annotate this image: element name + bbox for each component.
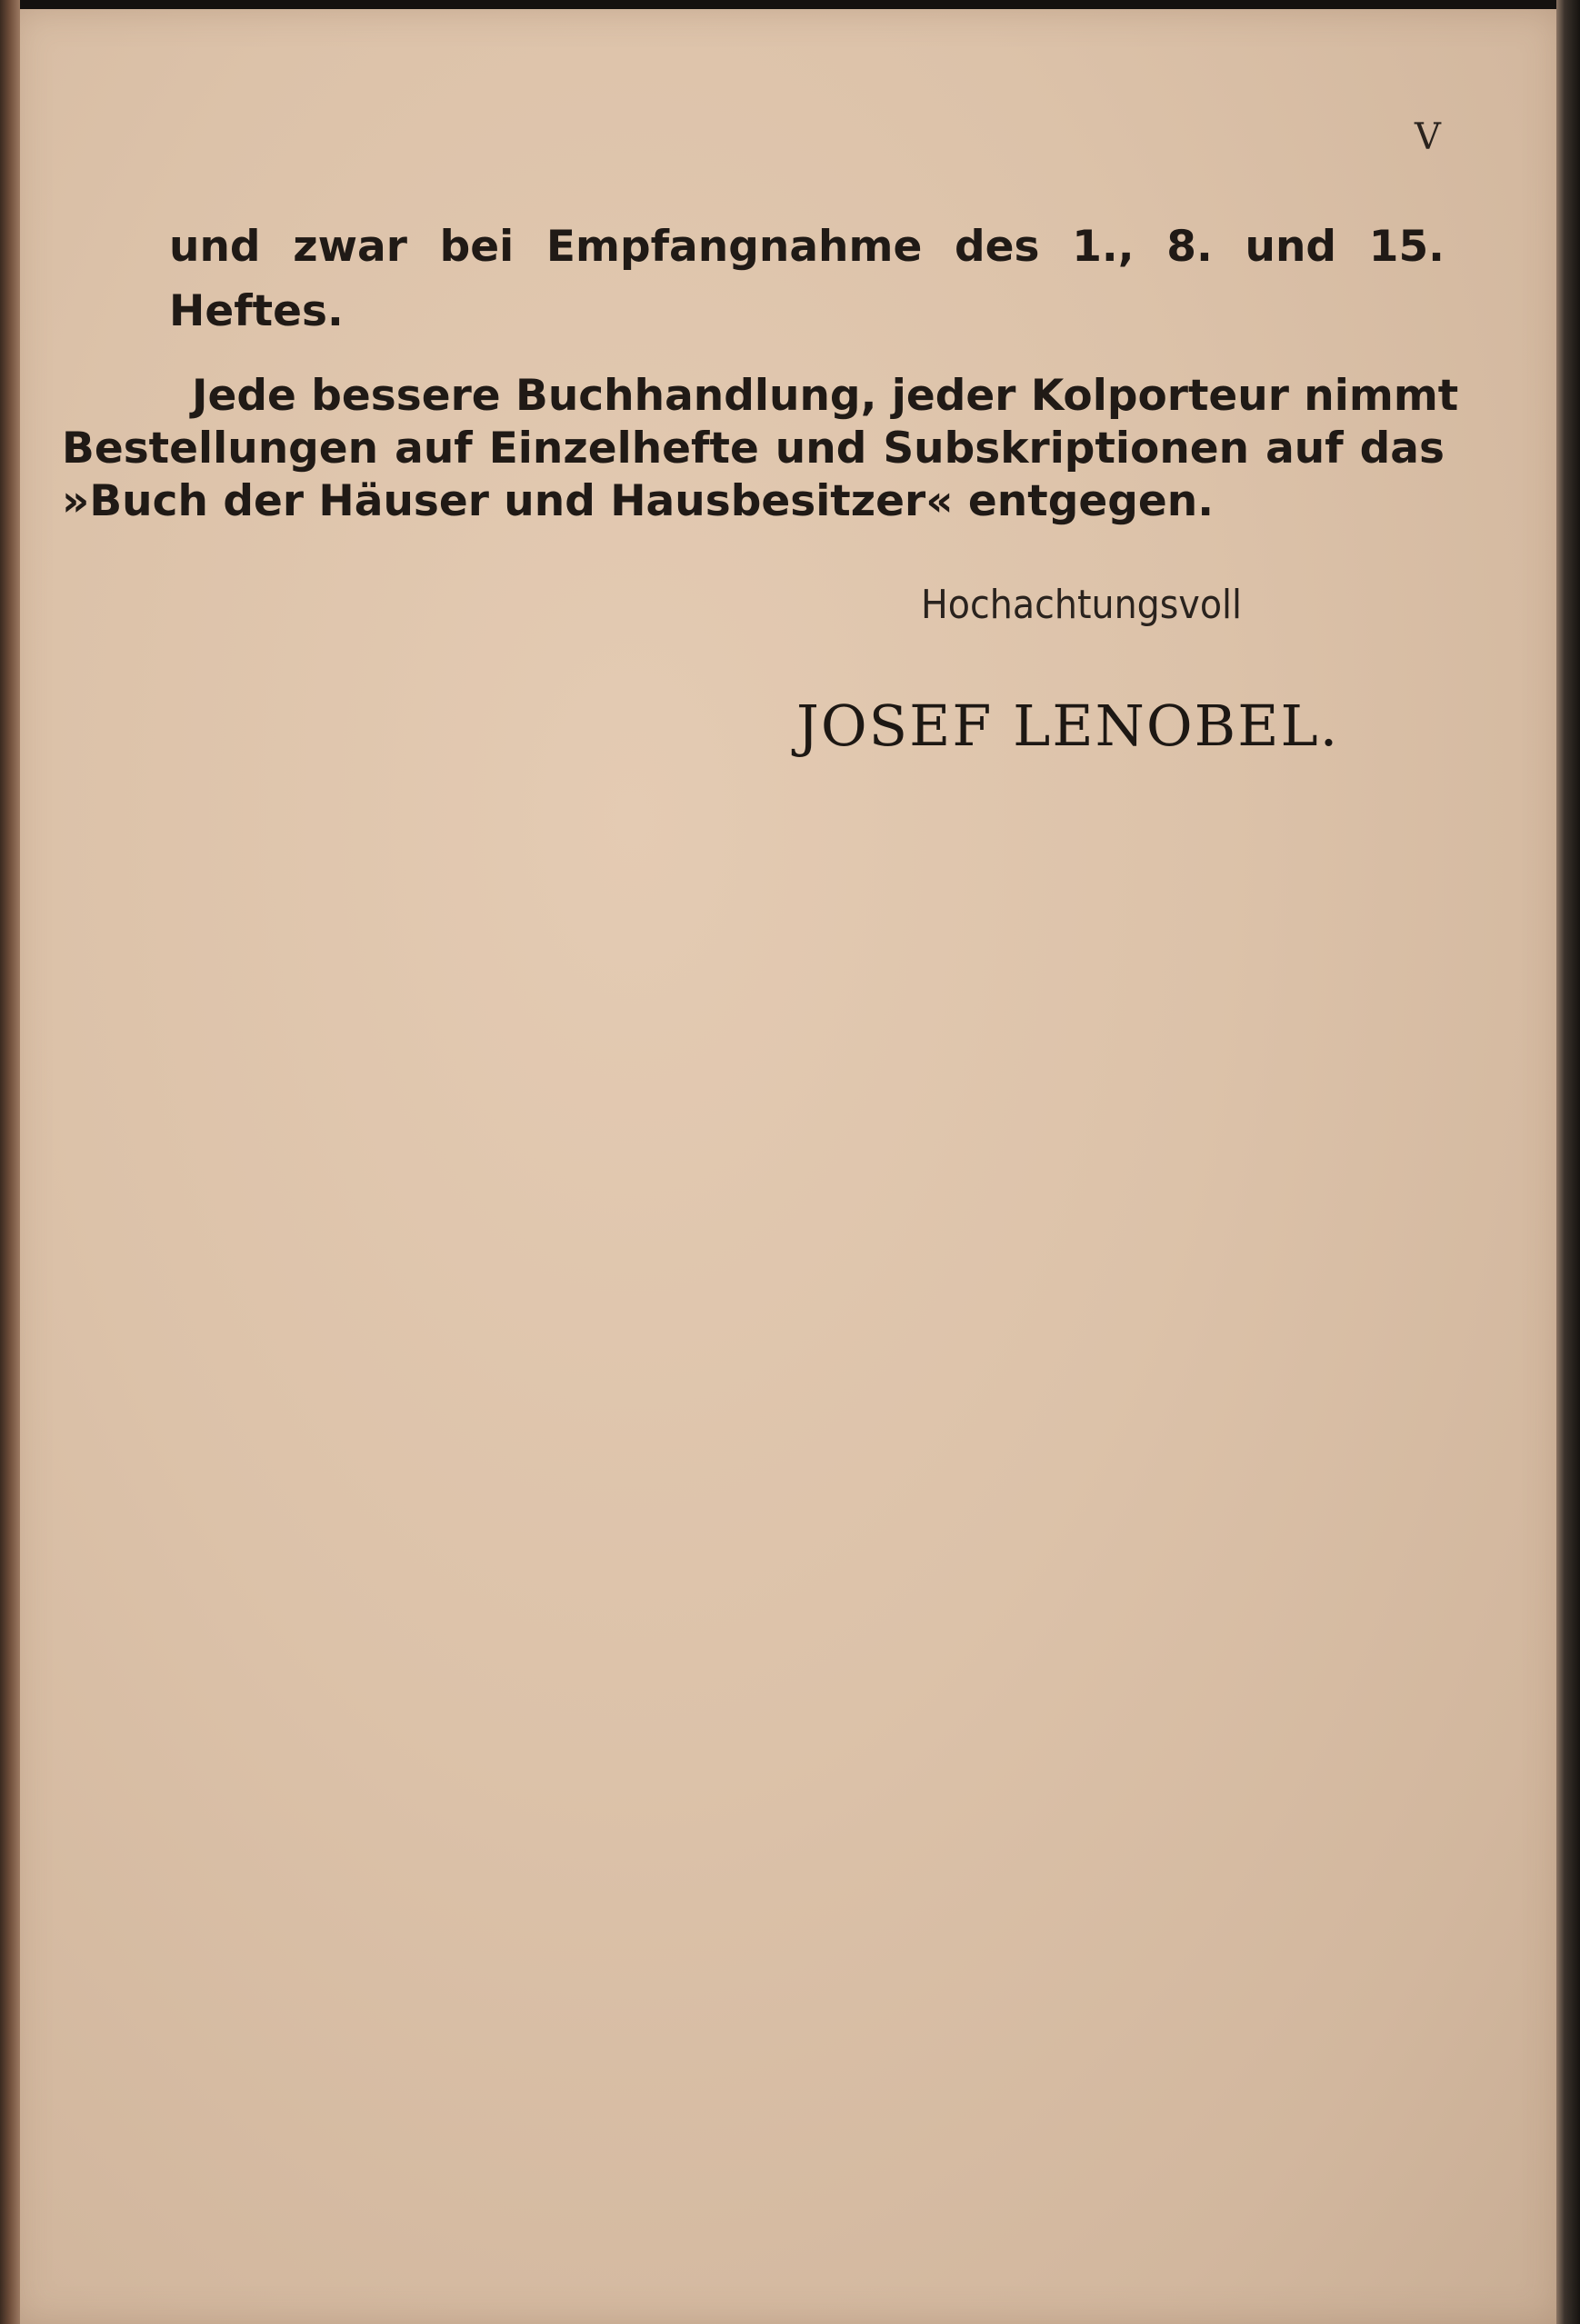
scan-left-edge bbox=[0, 0, 20, 2324]
page-number: V bbox=[1415, 116, 1441, 158]
paragraph2-line3: »Buch der Häuser und Hausbesitzer« entgegen. bbox=[62, 476, 1215, 526]
paragraph1-line2: Heftes. bbox=[169, 286, 344, 336]
paragraph2-line1: Jede bessere Buchhandlung, jeder Kolporteur nimmt bbox=[192, 371, 1459, 421]
paragraph2-line2: Bestellungen auf Einzelhefte und Subskriptionen auf das bbox=[62, 424, 1445, 474]
paper-sheet bbox=[15, 9, 1560, 2324]
paragraph1-line1: und zwar bei Empfangnahme des 1., 8. und 15. bbox=[169, 222, 1445, 272]
signature-name: JOSEF LENOBEL. bbox=[796, 693, 1340, 759]
scan-right-edge bbox=[1556, 0, 1580, 2324]
closing-greeting: Hochachtungsvoll bbox=[921, 582, 1243, 628]
